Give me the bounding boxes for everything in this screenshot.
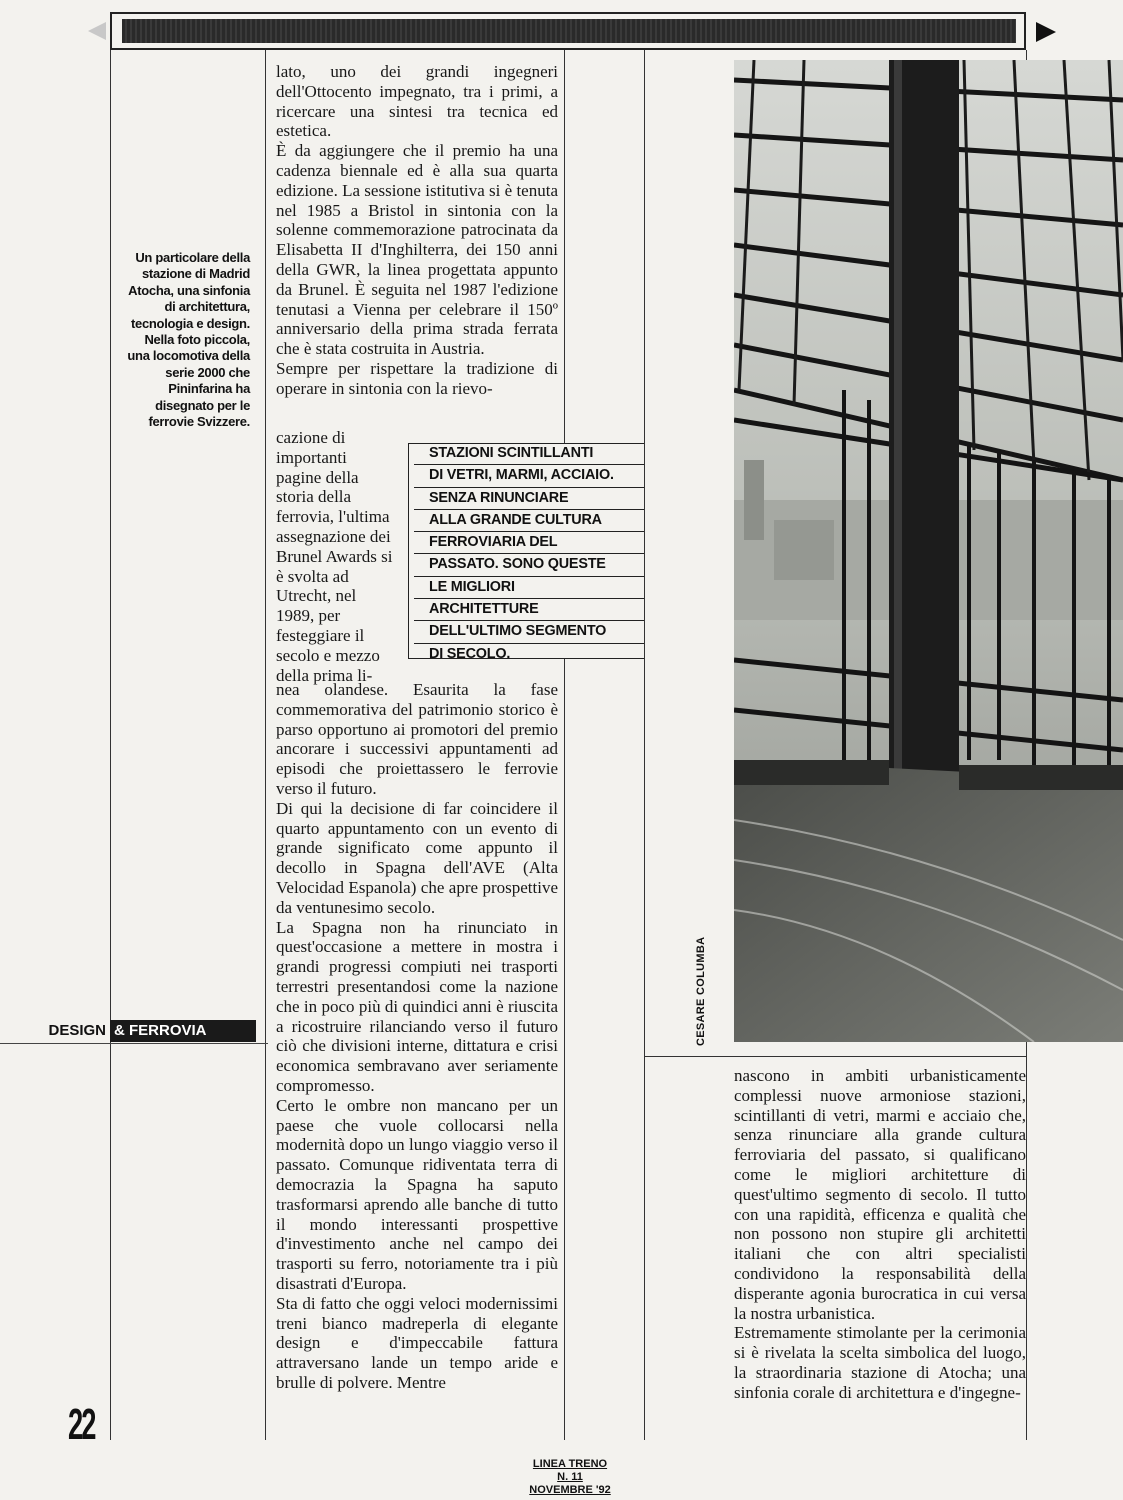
paragraph: nea olandese. Esaurita la fase commemorativa del patrimonio storico è parso opportuno ai promotori del premio ancorare i successivi appuntamenti ad episodi che proiettassero le ferrovie verso il futuro. <box>276 680 558 798</box>
pull-quote <box>414 443 644 665</box>
article-column-1-top <box>276 62 558 399</box>
column-rule-caption <box>265 50 266 1440</box>
station-photo-illustration <box>734 60 1123 1042</box>
pull-quote-line: LE MIGLIORI <box>414 577 644 599</box>
section-label-ferrovia: & FERROVIA <box>110 1020 256 1042</box>
paragraph: La Spagna non ha rinunciato in quest'occasione a mettere in mostra i grandi progressi compiuti nei trasporti terrestri presentandosi come la nazione che in poco più di quindici anni è riuscita a ricostruire rilanciando verso il futuro ciò che divisioni interne, dittatura e crisi economica sembravano aver seriamente compromesso. <box>276 917 558 1095</box>
section-label <box>0 1020 256 1042</box>
photo-caption: Un particolare della stazione di Madrid Atocha, una sinfonia di architettura, tecnologia e design. Nella foto piccola, una locomotiva della serie 2000 che Pininfarina ha disegnato per le ferrovie Svizzere. <box>127 250 250 430</box>
paragraph: Sempre per rispettare la tradizione di operare in sintonia con la rievo- <box>276 358 558 398</box>
column-rule-left <box>110 50 111 1440</box>
paragraph: Certo le ombre non mancano per un paese che vuole collocarsi nella modernità dopo un lungo viaggio verso il passato. Comunque ridiventata terra di democrazia la Spagna ha saputo trasformarsi aprendo alle banche di tutto il mondo interessanti prospettive d'investimento anche nel campo dei trasporti su ferro, notoriamente tra i più disastrati d'Europa. <box>276 1095 558 1293</box>
pull-quote-line: SENZA RINUNCIARE <box>414 488 644 510</box>
footer <box>500 1458 640 1497</box>
pull-quote-line: ALLA GRANDE CULTURA <box>414 510 644 532</box>
section-label-design: DESIGN <box>48 1022 106 1039</box>
paragraph: Di qui la decisione di far coincidere il quarto appuntamento con un evento di grande significato come appunto il decollo in Spagna dell'AVE (Alta Velocidad Espanola) che apre prospettive da ventunesimo secolo. <box>276 798 558 917</box>
footer-date: NOVEMBRE '92 <box>529 1484 611 1496</box>
article-column-2 <box>734 1066 1026 1403</box>
photo-bottom-rule <box>644 1056 1026 1057</box>
photo-credit-text: CESARE COLUMBA <box>695 936 707 1046</box>
header-bar <box>122 19 1016 43</box>
page-number: 22 <box>68 1400 95 1449</box>
article-column-1-narrow: cazione di importanti pagine della storia della ferrovia, l'ultima assegnazione dei Brunel Awards si è svolta ad Utrecht, nel 1989, per festeggiare il secolo e mezzo della prima li- <box>276 428 393 685</box>
photo-credit <box>695 936 715 1050</box>
section-rule <box>0 1043 268 1044</box>
paragraph: nascono in ambiti urbanisticamente complessi nuove armoniose stazioni, scintillanti di vetri, marmi e acciaio che, senza rinunciare alla grande cultura ferroviaria del passato, si qualificano come le migliori architetture di quest'ultimo segmento di secolo. Il tutto con una rapidità, efficenza e qualità che non possono non stupire gli architetti italiani che con altri specialisti condividono la responsabilità della disperante agonia burocratica in cui versa la nostra urbanistica. <box>734 1066 1026 1323</box>
column-rule-photo <box>644 50 645 1440</box>
pull-quote-line: DI VETRI, MARMI, ACCIAIO. <box>414 465 644 487</box>
prev-arrow-icon <box>88 22 106 40</box>
pull-quote-line: DI SECOLO. <box>429 645 511 662</box>
pull-quote-line: STAZIONI SCINTILLANTI <box>414 443 644 465</box>
next-arrow-icon <box>1036 22 1056 42</box>
article-column-1-bottom <box>276 680 558 1393</box>
pull-quote-line: ARCHITETTURE <box>414 599 644 621</box>
paragraph: lato, uno dei grandi ingegneri dell'Ottocento impegnato, tra i primi, a ricercare una sintesi tra tecnica ed estetica. <box>276 62 558 141</box>
column-rule-mid-top <box>564 50 565 443</box>
pull-quote-line: PASSATO. SONO QUESTE <box>414 554 644 576</box>
paragraph: Sta di fatto che oggi veloci modernissimi treni bianco madreperla di elegante design e d'impeccabile fattura attraversano lande un tempo aride e brulle di polvere. Mentre <box>276 1293 558 1392</box>
column-rule-mid-bottom <box>564 659 565 1440</box>
pull-quote-line: DELL'ULTIMO SEGMENTO <box>414 621 644 643</box>
paragraph: È da aggiungere che il premio ha una cadenza biennale ed è alla sua quarta edizione. La sessione istitutiva si è tenuta nel 1985 a Bristol in sintonia con la solenne commemorazione patrocinata da Elisabetta II d'Inghilterra, dei 150 anni della GWR, la linea progettata appunto da Brunel. È seguita nel 1987 l'edizione tenutasi a Vienna per celebrare il 150º anniversario della prima strada ferrata che è stata costruita in Austria. <box>276 141 558 359</box>
paragraph: Estremamente stimolante per la cerimonia si è rivelata la scelta simbolica del luogo, la straordinaria stazione di Atocha; una sinfonia corale di architettura e d'ingegne- <box>734 1323 1026 1402</box>
footer-magazine: LINEA TRENO <box>532 1458 608 1470</box>
footer-issue: N. 11 <box>557 1471 583 1483</box>
pull-quote-line: FERROVIARIA DEL <box>414 532 644 554</box>
station-photo <box>734 60 1123 1042</box>
